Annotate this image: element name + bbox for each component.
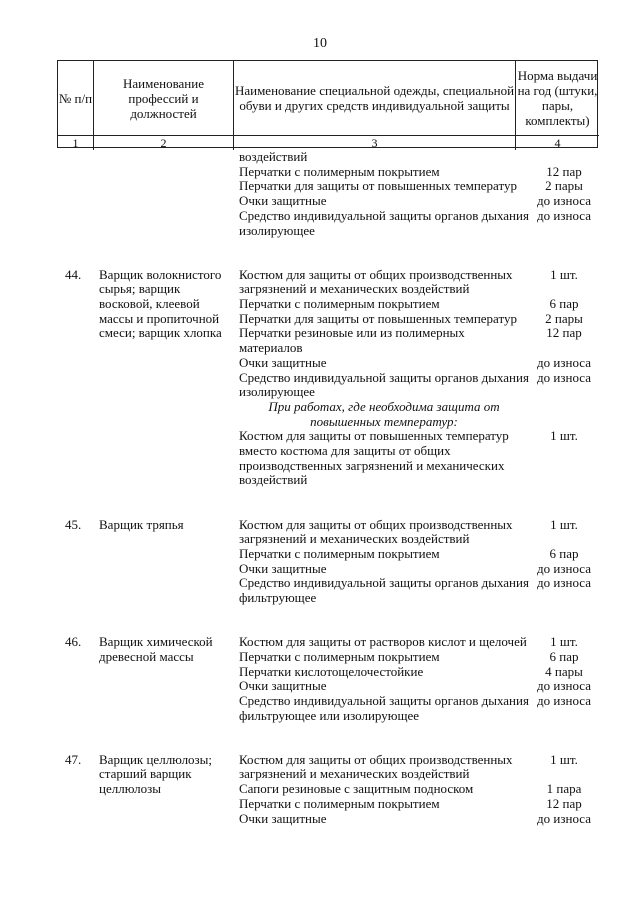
- equipment-name: Костюм для защиты от общих производственных загрязнений и механических воздействий: [239, 266, 513, 297]
- equipment-name: Перчатки с полимерным покрытием: [239, 296, 440, 311]
- equipment-norm: до износа: [537, 678, 591, 694]
- equipment-norm: 12 пар: [546, 325, 582, 341]
- equipment-name: Перчатки с полимерным покрытием: [239, 648, 440, 664]
- equipment-norm: 1 шт.: [550, 428, 578, 444]
- equipment-name: Очки защитные: [239, 810, 327, 826]
- equipment-name: Костюм для защиты от общих производственных загрязнений и механических воздействий: [239, 751, 513, 782]
- entry-number: 47.: [65, 751, 82, 767]
- equipment-item: [0, 312, 640, 327]
- equipment-item: [0, 165, 640, 180]
- equipment-norm: 4 пары: [545, 663, 583, 679]
- equipment-norm: 6 пар: [549, 648, 579, 664]
- equipment-item: [0, 194, 640, 209]
- equipment-norm: 6 пар: [549, 545, 579, 561]
- page-number: 10: [313, 36, 327, 51]
- equipment-name: Костюм для защиты от растворов кислот и щелочей: [239, 634, 527, 650]
- header-col-profession: Наименование профессий и должностей: [94, 61, 234, 135]
- equipment-norm: до износа: [537, 692, 591, 708]
- equipment-norm: 1 шт.: [550, 751, 578, 767]
- equipment-item: [0, 356, 640, 371]
- condition-note: При работах, где необходима защита от повышенных температур:: [268, 398, 500, 429]
- row-gap: [0, 723, 640, 738]
- equipment-item: [0, 635, 640, 650]
- equipment-name: Перчатки для защиты от повышенных температур: [239, 310, 517, 326]
- equipment-item: [0, 694, 640, 723]
- equipment-item: [0, 782, 640, 797]
- header-col-equipment: Наименование специальной одежды, специальной обуви и других средств индивидуальной защиты: [234, 61, 516, 135]
- equipment-name: Средство индивидуальной защиты органов дыхания фильтрующее или изолирующее: [239, 692, 529, 723]
- equipment-norm: 1 шт.: [550, 516, 578, 532]
- equipment-norm: 1 шт.: [550, 266, 578, 282]
- row-gap: [0, 488, 640, 503]
- header-number-row: [58, 135, 599, 150]
- equipment-item: [0, 679, 640, 694]
- equipment-item: [0, 753, 640, 782]
- entry-number: 46.: [65, 634, 82, 650]
- equipment-item: [0, 429, 640, 488]
- equipment-item: [0, 665, 640, 680]
- equipment-name: Очки защитные: [239, 560, 327, 576]
- table-row: [0, 635, 640, 723]
- equipment-item: [0, 518, 640, 547]
- entry-number: 45.: [65, 516, 82, 532]
- equipment-norm: до износа: [537, 560, 591, 576]
- equipment-norm: 2 пары: [545, 310, 583, 326]
- equipment-item: [0, 297, 640, 312]
- table-body: [0, 150, 640, 826]
- equipment-item: [0, 179, 640, 194]
- equipment-norm: до износа: [537, 810, 591, 826]
- table-row: [0, 518, 640, 606]
- equipment-name: Перчатки с полимерным покрытием: [239, 545, 440, 561]
- header-num: 3: [234, 136, 516, 150]
- header-num: 1: [58, 136, 94, 150]
- table-row: [0, 268, 640, 489]
- row-gap: [0, 606, 640, 621]
- equipment-name: Перчатки с полимерным покрытием: [239, 163, 440, 179]
- equipment-norm: до износа: [537, 575, 591, 591]
- equipment-name: Перчатки для защиты от повышенных температур: [239, 178, 517, 194]
- equipment-name: Перчатки кислотощелочестойкие: [239, 663, 424, 679]
- equipment-item: [0, 812, 640, 827]
- equipment-name: воздействий: [239, 149, 308, 164]
- row-gap: [0, 238, 640, 253]
- equipment-norm: до износа: [537, 354, 591, 370]
- equipment-item: [0, 562, 640, 577]
- equipment-norm: до износа: [537, 369, 591, 385]
- entry-profession: Варщик целлюлозы; старший варщик целлюлозы: [99, 751, 213, 797]
- row-gap: [0, 620, 640, 635]
- equipment-item: [0, 150, 640, 165]
- equipment-item: [0, 371, 640, 400]
- equipment-name: Очки защитные: [239, 354, 327, 370]
- equipment-name: Перчатки резиновые или из полимерных материалов: [239, 325, 465, 356]
- equipment-norm: до износа: [537, 193, 591, 209]
- equipment-norm: 2 пары: [545, 178, 583, 194]
- equipment-name: Средство индивидуальной защиты органов дыхания фильтрующее: [239, 575, 529, 606]
- equipment-norm: 12 пар: [546, 163, 582, 179]
- equipment-name: Костюм для защиты от повышенных температур вместо костюма для защиты от общих производственных загрязнений и механических воздействий: [239, 428, 509, 488]
- equipment-item: [0, 209, 640, 238]
- table-header: [57, 60, 598, 148]
- equipment-norm: 12 пар: [546, 795, 582, 811]
- entry-profession: Варщик химической древесной массы: [99, 634, 213, 664]
- equipment-item: [0, 268, 640, 297]
- equipment-name: Очки защитные: [239, 678, 327, 694]
- entry-profession: Варщик тряпья: [99, 516, 184, 532]
- continuation-block: [0, 150, 640, 238]
- entry-profession: Варщик волокнистого сырья; варщик восковой, клеевой массы и пропиточной смеси; варщик хлопка: [99, 266, 222, 341]
- equipment-norm: 1 шт.: [550, 634, 578, 650]
- equipment-norm: 6 пар: [549, 296, 579, 311]
- equipment-name: Очки защитные: [239, 193, 327, 209]
- equipment-name: Перчатки с полимерным покрытием: [239, 795, 440, 811]
- equipment-item: [0, 326, 640, 355]
- header-col-norm: Норма выдачи на год (штуки, пары, комплекты): [517, 68, 598, 128]
- equipment-item: [0, 797, 640, 812]
- table-row: [0, 753, 640, 827]
- row-gap: [0, 738, 640, 753]
- equipment-item: [0, 547, 640, 562]
- header-num: 4: [554, 136, 561, 150]
- row-gap: [0, 253, 640, 268]
- equipment-norm: до износа: [537, 207, 591, 223]
- equipment-item: [0, 576, 640, 605]
- equipment-item: [0, 650, 640, 665]
- header-col-number: № п/п: [58, 61, 94, 135]
- header-num: 2: [94, 136, 234, 150]
- entry-number: 44.: [65, 266, 82, 282]
- equipment-name: Средство индивидуальной защиты органов дыхания изолирующее: [239, 369, 529, 400]
- equipment-name: Костюм для защиты от общих производственных загрязнений и механических воздействий: [239, 516, 513, 547]
- row-gap: [0, 503, 640, 518]
- equipment-name: Сапоги резиновые с защитным подноском: [239, 781, 474, 797]
- equipment-norm: 1 пара: [546, 781, 582, 797]
- equipment-norm: [529, 150, 599, 165]
- equipment-name: Средство индивидуальной защиты органов дыхания изолирующее: [239, 207, 529, 238]
